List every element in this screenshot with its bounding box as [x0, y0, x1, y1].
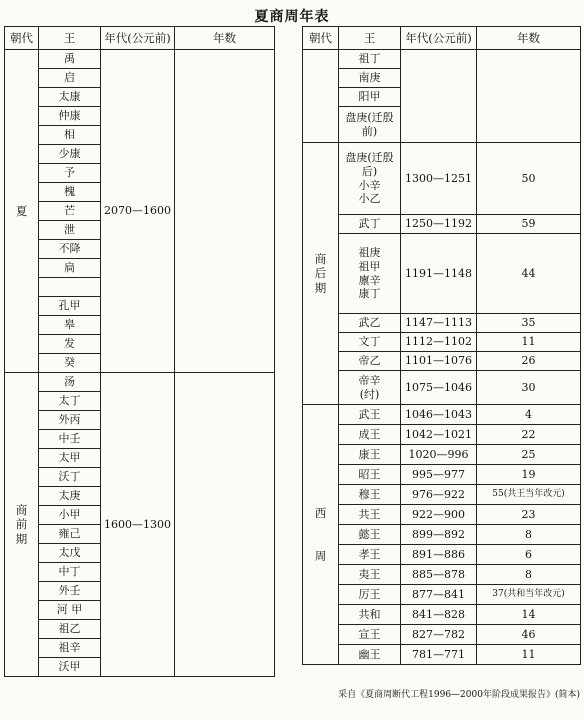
king-cell: 雍己 [39, 525, 101, 544]
king-cell [339, 143, 401, 215]
king-name: 祖庚 [358, 246, 381, 259]
years-cell: 25 [477, 445, 581, 465]
era-cell: 1112—1102 [401, 333, 477, 352]
king-name: 祖甲 [358, 259, 381, 273]
header-row [303, 27, 581, 50]
era-cell: 1075—1046 [401, 371, 477, 405]
king-cell: 沃甲 [39, 658, 101, 677]
king-cell: 太康 [39, 88, 101, 107]
king-cell: 仲康 [39, 107, 101, 126]
table-row [303, 333, 581, 352]
table-row [303, 485, 581, 505]
era-cell: 2070—1600 [101, 50, 175, 373]
table-row [303, 50, 581, 69]
header-row [5, 27, 275, 50]
table-row [5, 50, 275, 69]
years-cell: 35 [477, 314, 581, 333]
era-cell: 1046—1043 [401, 405, 477, 425]
table-row [303, 352, 581, 371]
king-cell: 祖乙 [39, 620, 101, 639]
era-cell: 891—886 [401, 545, 477, 565]
years-cell: 22 [477, 425, 581, 445]
king-cell: 懿王 [339, 525, 401, 545]
years-cell: 19 [477, 465, 581, 485]
era-cell: 781—771 [401, 645, 477, 665]
king-cell: 发 [39, 335, 101, 354]
era-cell: 1147—1113 [401, 314, 477, 333]
era-cell: 1250—1192 [401, 215, 477, 234]
era-cell: 995—977 [401, 465, 477, 485]
col-header-dynasty: 朝代 [303, 27, 339, 50]
source-note: 采自《夏商周断代工程1996—2000年阶段成果报告》(简本) [338, 690, 580, 700]
era-cell: 877—841 [401, 585, 477, 605]
king-cell [339, 371, 401, 405]
king-cell: 阳甲 [339, 88, 401, 107]
table-row [303, 314, 581, 333]
king-cell [339, 215, 401, 234]
years-cell: 4 [477, 405, 581, 425]
king-cell: 中壬 [39, 430, 101, 449]
king-cell: 盘庚(迁殷前) [339, 107, 401, 143]
col-header-era: 年代(公元前) [401, 27, 477, 50]
table-row [303, 545, 581, 565]
king-cell: 穆王 [339, 485, 401, 505]
king-cell: 汤 [39, 373, 101, 392]
king-cell: 启 [39, 69, 101, 88]
king-cell: 祖丁 [339, 50, 401, 69]
col-header-king: 王 [39, 27, 101, 50]
king-name: 小辛 [358, 178, 381, 192]
years-cell: 8 [477, 525, 581, 545]
king-cell: 河 甲 [39, 601, 101, 620]
table-row [303, 645, 581, 665]
table-row [303, 625, 581, 645]
era-cell: 922—900 [401, 505, 477, 525]
king-cell: 夷王 [339, 565, 401, 585]
page-title: 夏商周年表 [254, 9, 330, 25]
era-cell: 899—892 [401, 525, 477, 545]
king-name: 武丁 [358, 217, 381, 231]
king-cell: 小甲 [39, 506, 101, 525]
king-cell: 南庚 [339, 69, 401, 88]
dynasty-cell: 西 周 [303, 405, 339, 665]
years-cell: 46 [477, 625, 581, 645]
years-cell [175, 50, 275, 373]
king-cell: 太甲 [39, 449, 101, 468]
king-cell: 泄 [39, 221, 101, 240]
table-row [303, 565, 581, 585]
years-cell: 55(共王当年改元) [477, 485, 581, 505]
era-cell: 885—878 [401, 565, 477, 585]
table-row [303, 505, 581, 525]
king-name: (纣) [359, 387, 380, 401]
col-header-dynasty: 朝代 [5, 27, 39, 50]
king-cell: 太戊 [39, 544, 101, 563]
king-name: 廪辛 [358, 273, 381, 287]
dynasty-cell: 夏 [5, 50, 39, 373]
table-row [303, 465, 581, 485]
king-cell: 予 [39, 164, 101, 183]
years-cell: 11 [477, 333, 581, 352]
years-cell: 11 [477, 645, 581, 665]
king-cell: 康王 [339, 445, 401, 465]
king-cell: 武王 [339, 405, 401, 425]
years-cell: 44 [477, 234, 581, 314]
king-name: 帝辛 [358, 373, 381, 387]
col-header-years: 年数 [175, 27, 275, 50]
king-cell: 槐 [39, 183, 101, 202]
king-cell: 孝王 [339, 545, 401, 565]
era-cell: 1020—996 [401, 445, 477, 465]
king-cell [339, 234, 401, 314]
table-row [5, 373, 275, 392]
king-cell [339, 333, 401, 352]
table-row [303, 371, 581, 405]
era-cell: 1300—1251 [401, 143, 477, 215]
king-cell: 扃 [39, 259, 101, 278]
king-name: 康丁 [358, 287, 381, 301]
king-cell: 共和 [339, 605, 401, 625]
dynasty-cell: 商 后 期 [303, 143, 339, 405]
years-cell: 6 [477, 545, 581, 565]
years-cell: 8 [477, 565, 581, 585]
table-row [303, 405, 581, 425]
era-cell: 1042—1021 [401, 425, 477, 445]
years-cell: 50 [477, 143, 581, 215]
col-header-years: 年数 [477, 27, 581, 50]
king-cell: 太庚 [39, 487, 101, 506]
king-cell: 芒 [39, 202, 101, 221]
king-cell: 沃丁 [39, 468, 101, 487]
table-row [303, 425, 581, 445]
king-cell: 不降 [39, 240, 101, 259]
era-cell: 827—782 [401, 625, 477, 645]
table-row [303, 525, 581, 545]
table-row [303, 605, 581, 625]
king-cell: 幽王 [339, 645, 401, 665]
years-cell: 30 [477, 371, 581, 405]
table-row [303, 445, 581, 465]
dynasty-cell [303, 50, 339, 143]
years-cell: 59 [477, 215, 581, 234]
king-cell: 宣王 [339, 625, 401, 645]
era-cell [401, 50, 477, 143]
table-row [303, 143, 581, 215]
table-row [303, 215, 581, 234]
king-name: 盘庚(迁殷后) [345, 151, 394, 178]
years-cell [175, 373, 275, 677]
table-row [303, 585, 581, 605]
king-cell: 禹 [39, 50, 101, 69]
king-cell [39, 278, 101, 297]
king-cell: 中丁 [39, 563, 101, 582]
king-cell: 相 [39, 126, 101, 145]
king-name: 帝乙 [358, 354, 381, 368]
king-cell: 祖辛 [39, 639, 101, 658]
era-cell: 1101—1076 [401, 352, 477, 371]
years-cell: 14 [477, 605, 581, 625]
king-cell: 外壬 [39, 582, 101, 601]
king-cell: 孔甲 [39, 297, 101, 316]
years-cell: 23 [477, 505, 581, 525]
king-cell: 皋 [39, 316, 101, 335]
king-cell: 成王 [339, 425, 401, 445]
king-cell: 共王 [339, 505, 401, 525]
years-cell: 37(共和当年改元) [477, 585, 581, 605]
col-header-king: 王 [339, 27, 401, 50]
king-cell: 少康 [39, 145, 101, 164]
king-name: 武乙 [358, 316, 381, 330]
king-cell: 昭王 [339, 465, 401, 485]
king-cell: 癸 [39, 354, 101, 373]
chronology-table-left [4, 26, 275, 677]
col-header-era: 年代(公元前) [101, 27, 175, 50]
years-cell: 26 [477, 352, 581, 371]
era-cell: 976—922 [401, 485, 477, 505]
era-cell: 1191—1148 [401, 234, 477, 314]
era-cell: 1600—1300 [101, 373, 175, 677]
king-cell [339, 314, 401, 333]
king-cell: 外丙 [39, 411, 101, 430]
table-row [303, 234, 581, 314]
chronology-table-right [302, 26, 581, 665]
era-cell: 841—828 [401, 605, 477, 625]
king-cell: 厉王 [339, 585, 401, 605]
king-name: 文丁 [358, 335, 381, 349]
years-cell [477, 50, 581, 143]
king-cell: 太丁 [39, 392, 101, 411]
king-name: 小乙 [358, 192, 381, 206]
king-cell [339, 352, 401, 371]
dynasty-cell: 商 前 期 [5, 373, 39, 677]
